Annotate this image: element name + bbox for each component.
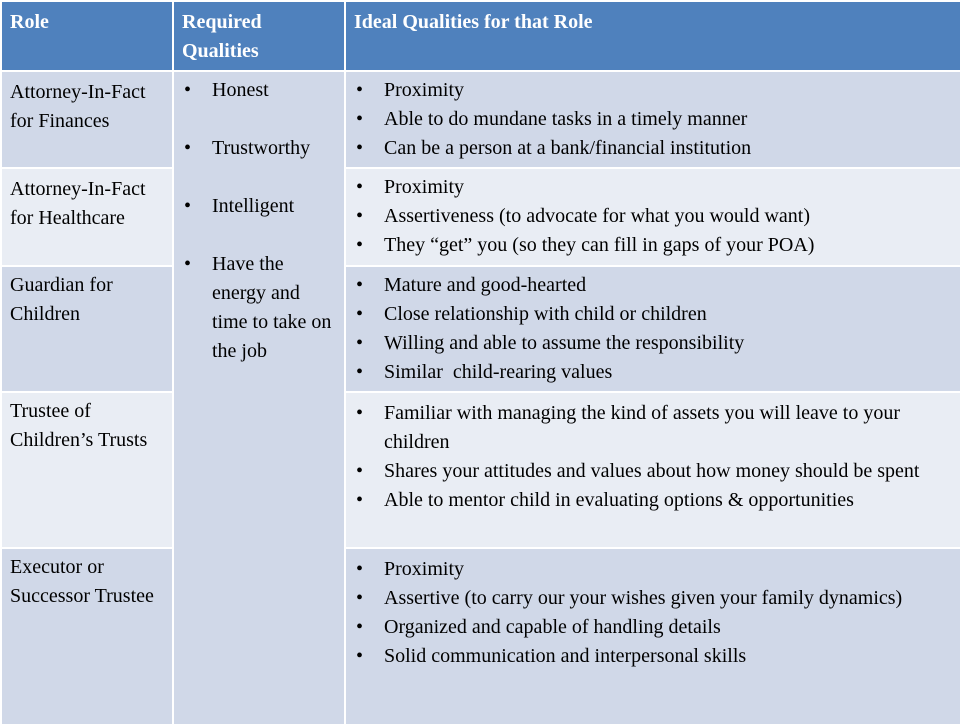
role-cell: Trustee of Children’s Trusts <box>1 392 173 548</box>
bullet-icon: • <box>356 108 364 130</box>
table-row <box>1 548 960 725</box>
list-item: • Can be a person at a bank/financial institution <box>354 134 952 163</box>
bullet-icon: • <box>356 274 364 296</box>
list-item: • Honest <box>182 76 336 105</box>
ideal-qualities-cell <box>345 168 960 266</box>
role-cell: Guardian for Children <box>1 266 173 392</box>
list-item: • Shares your attitudes and values about how money should be spent <box>354 457 952 486</box>
bullet-icon: • <box>356 402 364 424</box>
table-row <box>1 168 960 266</box>
bullet-icon: • <box>356 205 364 227</box>
bullet-icon: • <box>356 558 364 580</box>
required-qualities-cell <box>173 71 345 725</box>
header-row <box>1 1 960 71</box>
bullet-icon: • <box>356 489 364 511</box>
bullet-icon: • <box>356 616 364 638</box>
bullet-icon: • <box>356 460 364 482</box>
bullet-icon: • <box>356 176 364 198</box>
bullet-icon: • <box>184 137 192 159</box>
header-ideal-qualities: Ideal Qualities for that Role <box>345 1 960 71</box>
list-item: • Proximity <box>354 76 952 105</box>
bullet-icon: • <box>356 645 364 667</box>
header-role: Role <box>1 1 173 71</box>
list-item: • Organized and capable of handling details <box>354 613 952 642</box>
bullet-icon: • <box>356 587 364 609</box>
list-item: • Close relationship with child or children <box>354 300 952 329</box>
ideal-qualities-cell <box>345 266 960 392</box>
list-item: • Trustworthy <box>182 134 336 163</box>
list-item: • Familiar with managing the kind of assets you will leave to your children <box>354 399 952 457</box>
bullet-icon: • <box>356 137 364 159</box>
required-qualities-list <box>182 76 336 366</box>
bullet-icon: • <box>356 361 364 383</box>
ideal-qualities-cell <box>345 71 960 168</box>
ideal-qualities-cell <box>345 548 960 725</box>
list-item: • Assertive (to carry our your wishes given your family dynamics) <box>354 584 952 613</box>
role-cell: Executor or Successor Trustee <box>1 548 173 725</box>
list-item: • Assertiveness (to advocate for what you would want) <box>354 202 952 231</box>
table-row <box>1 266 960 392</box>
bullet-icon: • <box>356 332 364 354</box>
list-item: • Willing and able to assume the responsibility <box>354 329 952 358</box>
table-row <box>1 392 960 548</box>
list-item: • Able to mentor child in evaluating options & opportunities <box>354 486 952 515</box>
list-item: • Proximity <box>354 555 952 584</box>
list-item: • Mature and good-hearted <box>354 271 952 300</box>
role-cell: Attorney-In-Fact for Finances <box>1 71 173 168</box>
list-item: • Able to do mundane tasks in a timely manner <box>354 105 952 134</box>
bullet-icon: • <box>184 79 192 101</box>
role-cell: Attorney-In-Fact for Healthcare <box>1 168 173 266</box>
list-item: • Intelligent <box>182 192 336 221</box>
bullet-icon: • <box>356 234 364 256</box>
bullet-icon: • <box>356 79 364 101</box>
ideal-qualities-cell <box>345 392 960 548</box>
list-item: • They “get” you (so they can fill in gaps of your POA) <box>354 231 952 260</box>
bullet-icon: • <box>184 195 192 217</box>
bullet-icon: • <box>184 253 192 275</box>
header-required-qualities: Required Qualities <box>173 1 345 71</box>
bullet-icon: • <box>356 303 364 325</box>
table-row <box>1 71 960 168</box>
list-item: • Similar child-rearing values <box>354 358 952 387</box>
list-item: • Solid communication and interpersonal skills <box>354 642 952 671</box>
list-item: • Proximity <box>354 173 952 202</box>
list-item: • Have the energy and time to take on the job <box>182 250 336 366</box>
